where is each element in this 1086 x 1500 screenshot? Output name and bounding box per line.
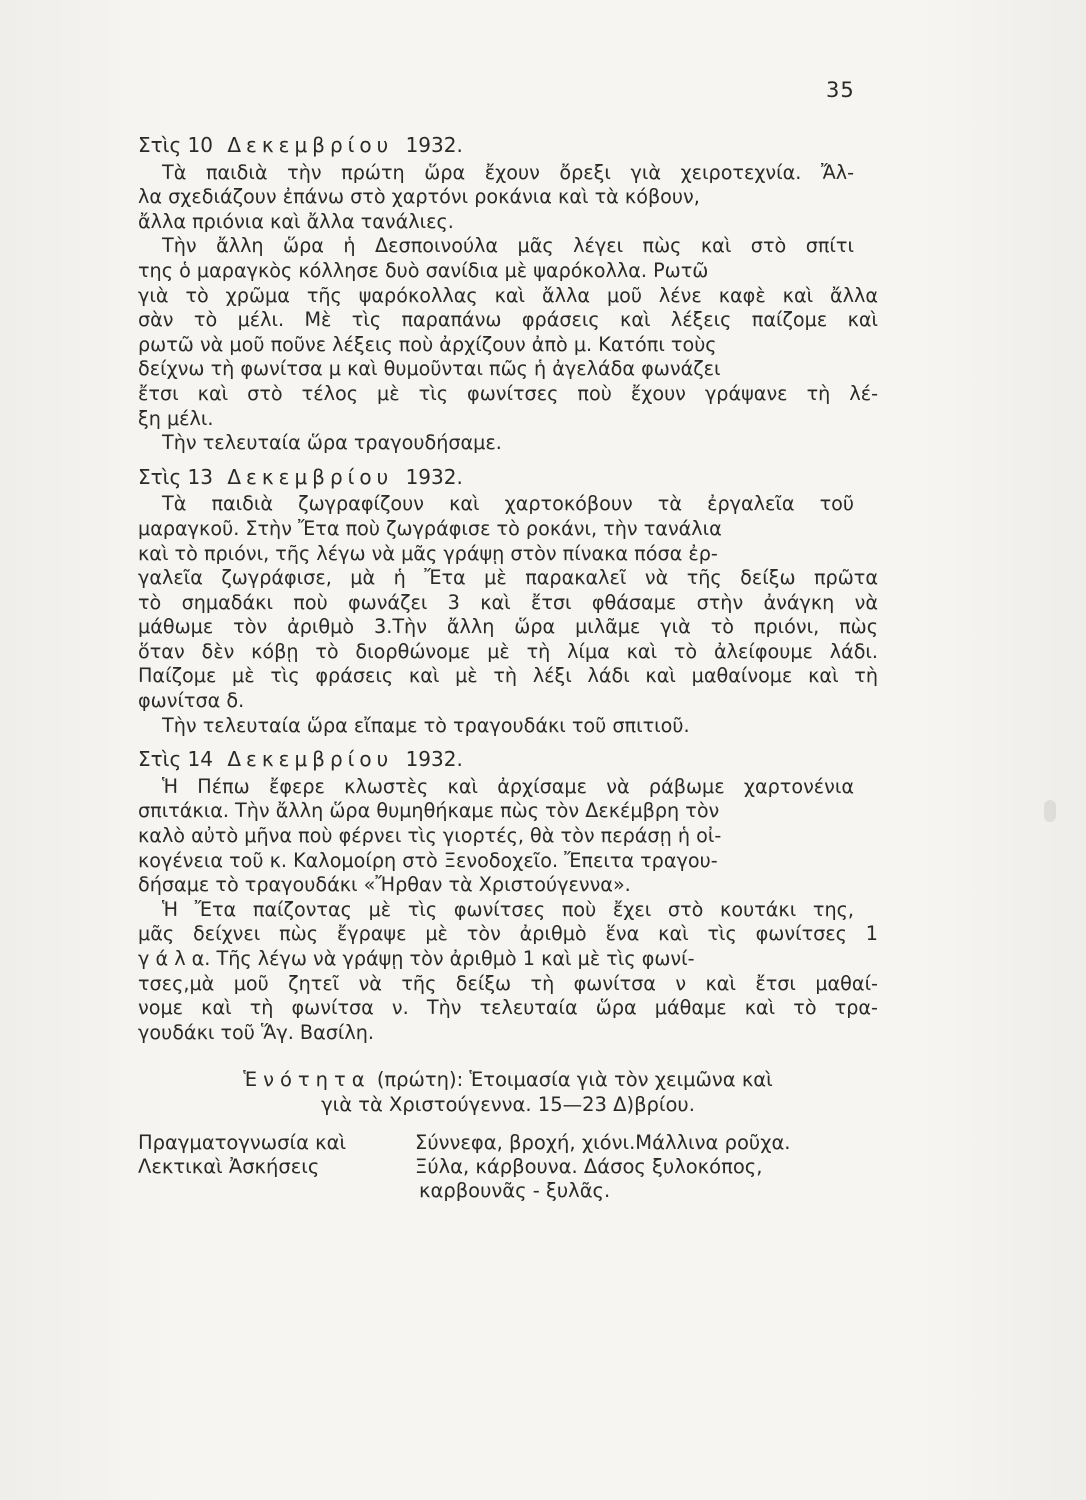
unit-label: Ἑνότητα	[243, 1068, 371, 1092]
scan-mark	[1044, 800, 1056, 822]
text-line: ὅταν δὲν κόβῃ τὸ διορθώνομε μὲ τὴ λίμα καὶ τὸ ἀλείφουμε λάδι.	[138, 639, 879, 663]
unit-label-suffix: (πρώτη):	[376, 1068, 464, 1092]
date-month: Δεκεμβρίου	[227, 747, 394, 772]
diary-entry	[138, 747, 878, 1045]
diary-entry	[138, 465, 878, 739]
text-line: Τὰ παιδιὰ ζωγραφίζουν καὶ χαρτοκόβουν τὰ ἐργαλεῖα τοῦ	[162, 492, 854, 516]
text-line: ἔτσι καὶ στὸ τέλος μὲ τὶς φωνίτσες ποὺ ἔχουν γράψανε τὴ λέ-	[138, 381, 879, 405]
diary-entry	[138, 133, 878, 456]
text-line: δείχνω τὴ φωνίτσα μ καὶ θυμοῦνται πῶς ἡ ἀγελάδα φωνάζει	[138, 357, 721, 381]
text-line: της ὁ μαραγκὸς κόλλησε δυὸ σανίδια μὲ ψαρόκολλα. Ρωτῶ	[138, 258, 709, 282]
entry-paragraph	[138, 775, 878, 898]
text-line: δήσαμε τὸ τραγουδάκι «Ἤρθαν τὰ Χριστούγεννα».	[138, 873, 631, 897]
date-year: 1932.	[405, 133, 463, 157]
topics-value-1: Σύννεφα, βροχή, χιόνι.Μάλλινα ροῦχα.	[415, 1131, 791, 1155]
text-line: Ἡ Πέπω ἔφερε κλωστὲς καὶ ἀρχίσαμε νὰ ράβωμε χαρτονένια	[162, 774, 855, 798]
unit-heading-line-1	[138, 1067, 878, 1092]
topics-label-2: Λεκτικαὶ Ἀσκήσεις	[138, 1155, 320, 1179]
text-line: Ἡ Ἔτα παίζοντας μὲ τὶς φωνίτσες ποὺ ἔχει στὸ κουτάκι της,	[162, 897, 854, 921]
text-line: ξη μέλι.	[138, 406, 214, 430]
topics-value-2: Ξύλα, κάρβουνα. Δάσος ξυλοκόπος,	[415, 1155, 763, 1179]
text-line: Τὴν ἄλλη ὥρα ἡ Δεσποινούλα μᾶς λέγει πὼς καὶ στὸ σπίτι	[162, 234, 854, 258]
entry-paragraph	[138, 161, 878, 235]
entry-paragraph	[138, 234, 878, 431]
text-line: ρωτῶ νὰ μοῦ ποῦνε λέξεις ποὺ ἀρχίζουν ἀπὸ μ. Κατόπι τοὺς	[138, 332, 717, 356]
date-prefix: Στὶς 10	[138, 133, 213, 157]
text-line: ἄλλα πριόνια καὶ ἄλλα τανάλιες.	[138, 209, 454, 233]
text-line: γιὰ τὸ χρῶμα τῆς ψαρόκολλας καὶ ἄλλα μοῦ λένε καφὲ καὶ ἄλλα	[138, 283, 879, 307]
text-line: κογένεια τοῦ κ. Καλομοίρη στὸ Ξενοδοχεῖο. Ἔπειτα τραγου-	[138, 848, 718, 872]
text-line: Τὰ παιδιὰ τὴν πρώτη ὥρα ἔχουν ὄρεξι γιὰ χειροτεχνία. Ἄλ-	[162, 160, 855, 184]
text-line: φωνίτσα δ.	[138, 689, 245, 713]
text-line: μᾶς δείχνει πὼς ἔγραψε μὲ τὸν ἀριθμὸ ἕνα καὶ τὶς φωνίτσες 1	[138, 922, 878, 946]
text-line: καλὸ αὐτὸ μῆνα ποὺ φέρνει τὶς γιορτές, θὰ τὸν περάσῃ ἡ οἰ-	[138, 824, 722, 848]
date-month: Δεκεμβρίου	[227, 133, 394, 157]
entry-paragraph	[138, 898, 878, 1046]
topics-value-3: καρβουνᾶς - ξυλᾶς.	[419, 1179, 611, 1203]
text-line: λα σχεδιάζουν ἐπάνω στὸ χαρτόνι ροκάνια καὶ τὰ κόβουν,	[138, 185, 700, 209]
unit-heading	[138, 1067, 878, 1117]
text-line: σπιτάκια. Τὴν ἄλλη ὥρα θυμηθήκαμε πὼς τὸν Δεκέμβρη τὸν	[138, 799, 720, 823]
text-line: μάθωμε τὸν ἀριθμὸ 3.Τὴν ἄλλη ὥρα μιλᾶμε γιὰ τὸ πριόνι, πὼς	[138, 615, 878, 639]
entry-paragraph	[138, 431, 878, 456]
text-line: γαλεῖα ζωγράφισε, μὰ ἡ Ἔτα μὲ παρακαλεῖ νὰ τῆς δείξω πρῶτα	[138, 566, 878, 590]
text-line: Παίζομε μὲ τὶς φράσεις καὶ μὲ τὴ λέξι λάδι καὶ μαθαίνομε καὶ τὴ	[138, 664, 879, 688]
entry-paragraph	[138, 492, 878, 713]
text-line: μαραγκοῦ. Στὴν Ἔτα ποὺ ζωγράφισε τὸ ροκάνι, τὴν τανάλια	[138, 516, 722, 540]
entry-date	[138, 747, 878, 772]
entry-paragraph	[138, 714, 878, 739]
unit-title-line-2: γιὰ τὰ Χριστούγεννα. 15—23 Δ)βρίου.	[321, 1093, 695, 1117]
text-line: γουδάκι τοῦ Ἅγ. Βασίλη.	[138, 1020, 374, 1044]
date-year: 1932.	[405, 747, 463, 772]
date-prefix: Στὶς 13	[138, 464, 213, 489]
entry-date	[138, 133, 878, 158]
date-prefix: Στὶς 14	[138, 747, 213, 772]
topics-table	[138, 1131, 878, 1203]
text-line: γ ά λ α. Τῆς λέγω νὰ γράψῃ τὸν ἀριθμὸ 1 καὶ μὲ τὶς φωνί-	[138, 947, 695, 970]
text-line: νομε καὶ τὴ φωνίτσα ν. Τὴν τελευταία ὥρα μάθαμε καὶ τὸ τρα-	[138, 996, 878, 1020]
text-line: Τὴν τελευταία ὥρα εἴπαμε τὸ τραγουδάκι τοῦ σπιτιοῦ.	[162, 713, 690, 737]
text-line: τὸ σημαδάκι ποὺ φωνάζει 3 καὶ ἔτσι φθάσαμε στὴν ἀνάγκη νὰ	[138, 590, 878, 614]
unit-title-line-1: Ἑτοιμασία γιὰ τὸν χειμῶνα καὶ	[469, 1068, 773, 1092]
text-line: σὰν τὸ μέλι. Μὲ τὶς παραπάνω φράσεις καὶ λέξεις παίζομε καὶ	[138, 308, 879, 332]
entry-date	[138, 465, 878, 490]
text-line: Τὴν τελευταία ὥρα τραγουδήσαμε.	[162, 431, 502, 455]
date-month: Δεκεμβρίου	[227, 464, 394, 489]
page-content	[138, 133, 878, 1203]
topics-label-1: Πραγματογνωσία καὶ	[138, 1131, 347, 1155]
text-line: καὶ τὸ πριόνι, τῆς λέγω νὰ μᾶς γράψῃ στὸν πίνακα πόσα ἐρ-	[138, 541, 718, 565]
text-line: τσες,μὰ μοῦ ζητεῖ νὰ τῆς δείξω τὴ φωνίτσα ν καὶ ἔτσι μαθαί-	[138, 971, 878, 995]
date-year: 1932.	[405, 464, 463, 489]
diary-entries	[138, 133, 878, 1045]
page-number: 35	[826, 78, 855, 102]
